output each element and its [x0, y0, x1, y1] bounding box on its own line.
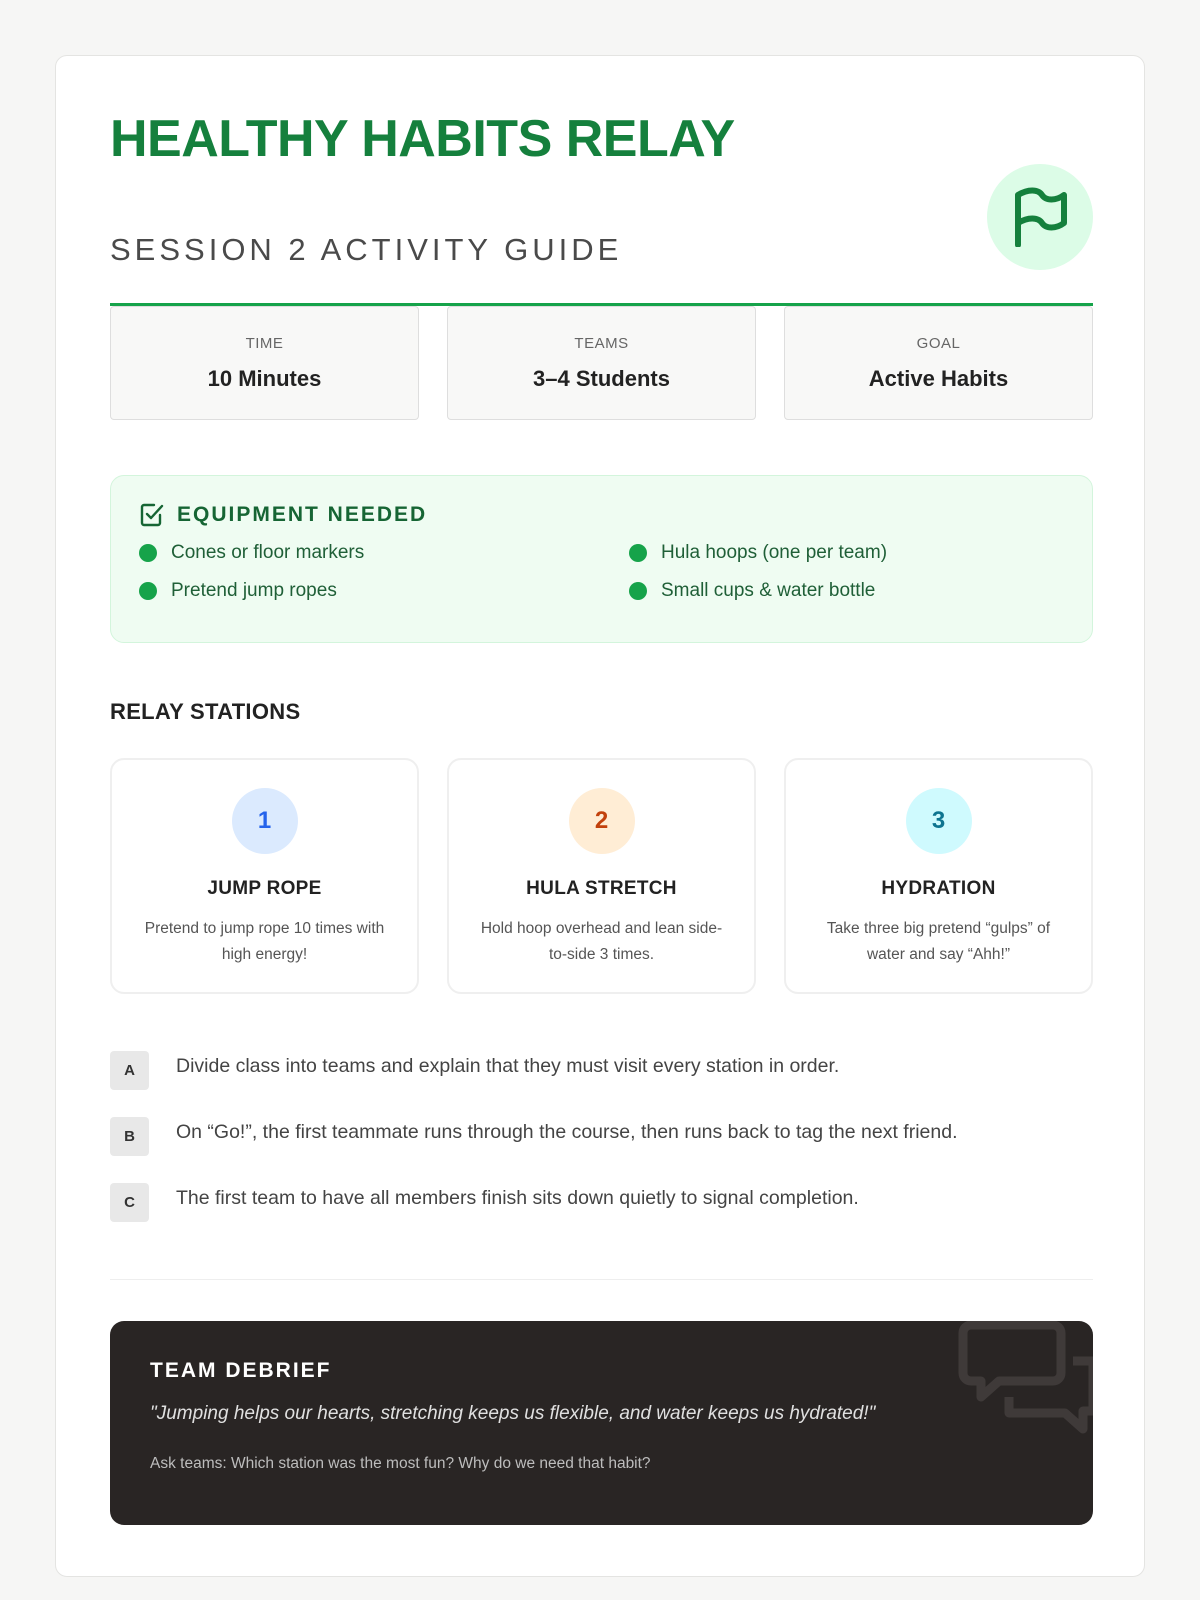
stats-row	[110, 306, 1093, 420]
station-number: 1	[232, 788, 298, 854]
station-description: Pretend to jump rope 10 times with high energy!	[144, 920, 385, 963]
instruction-steps	[110, 1051, 1093, 1249]
stat-time	[110, 306, 419, 420]
list-item	[629, 542, 1049, 564]
flag-badge	[987, 164, 1093, 270]
equipment-item: Small cups & water bottle	[661, 580, 876, 601]
station-name: JUMP ROPE	[207, 878, 322, 899]
list-item	[139, 542, 629, 564]
step-text: Divide class into teams and explain that they must visit every station in order.	[176, 1055, 840, 1077]
stations-row	[110, 758, 1093, 994]
bullet-dot	[629, 582, 647, 600]
station-name: HULA STRETCH	[526, 878, 677, 899]
station-card	[110, 758, 419, 994]
debrief-title: TEAM DEBRIEF	[150, 1359, 332, 1382]
station-number: 2	[569, 788, 635, 854]
activity-guide-card	[55, 55, 1145, 1577]
equipment-title: EQUIPMENT NEEDED	[177, 503, 428, 526]
station-card	[784, 758, 1093, 994]
page-title: HEALTHY HABITS RELAY	[110, 110, 735, 168]
debrief-panel	[110, 1321, 1093, 1525]
header	[110, 109, 1093, 305]
debrief-question: Ask teams: Which station was the most fun? Why do we need that habit?	[150, 1455, 651, 1472]
stations-heading: RELAY STATIONS	[110, 699, 301, 724]
equipment-item: Cones or floor markers	[171, 542, 365, 563]
debrief-quote: "Jumping helps our hearts, stretching keeps us flexible, and water keeps us hydrated!"	[150, 1403, 876, 1424]
equipment-list	[139, 542, 1064, 602]
chat-bubbles-icon	[953, 1321, 1093, 1471]
equipment-header	[139, 502, 1064, 528]
flag-icon	[1012, 187, 1068, 247]
stat-label: TEAMS	[574, 334, 629, 352]
station-name: HYDRATION	[881, 878, 996, 899]
stat-goal	[784, 306, 1093, 420]
station-card	[447, 758, 756, 994]
stat-teams	[447, 306, 756, 420]
step-text: On “Go!”, the first teammate runs through the course, then runs back to tag the next friend.	[176, 1121, 958, 1143]
stat-label: GOAL	[916, 334, 961, 352]
equipment-item: Hula hoops (one per team)	[661, 542, 888, 563]
section-divider	[110, 1279, 1093, 1280]
stat-value: 3–4 Students	[533, 365, 670, 391]
step-letter: A	[110, 1051, 149, 1090]
step-text: The first team to have all members finish sits down quietly to signal completion.	[176, 1187, 859, 1209]
equipment-panel	[110, 475, 1093, 643]
stat-value: Active Habits	[868, 365, 1009, 391]
stat-label: TIME	[245, 334, 284, 352]
step-item	[110, 1117, 1093, 1183]
step-item	[110, 1051, 1093, 1117]
bullet-dot	[629, 544, 647, 562]
station-description: Take three big pretend “gulps” of water and say “Ahh!”	[826, 920, 1051, 963]
bullet-dot	[139, 582, 157, 600]
step-letter: B	[110, 1117, 149, 1156]
bullet-dot	[139, 544, 157, 562]
stat-value: 10 Minutes	[207, 365, 322, 391]
station-number: 3	[906, 788, 972, 854]
equipment-item: Pretend jump ropes	[171, 580, 337, 601]
station-description: Hold hoop overhead and lean side-to-side 3 times.	[480, 920, 723, 963]
page-subtitle: SESSION 2 ACTIVITY GUIDE	[110, 232, 623, 267]
list-item	[139, 580, 629, 602]
list-item	[629, 580, 1049, 602]
step-letter: C	[110, 1183, 149, 1222]
checkbox-icon	[139, 502, 165, 528]
step-item	[110, 1183, 1093, 1249]
